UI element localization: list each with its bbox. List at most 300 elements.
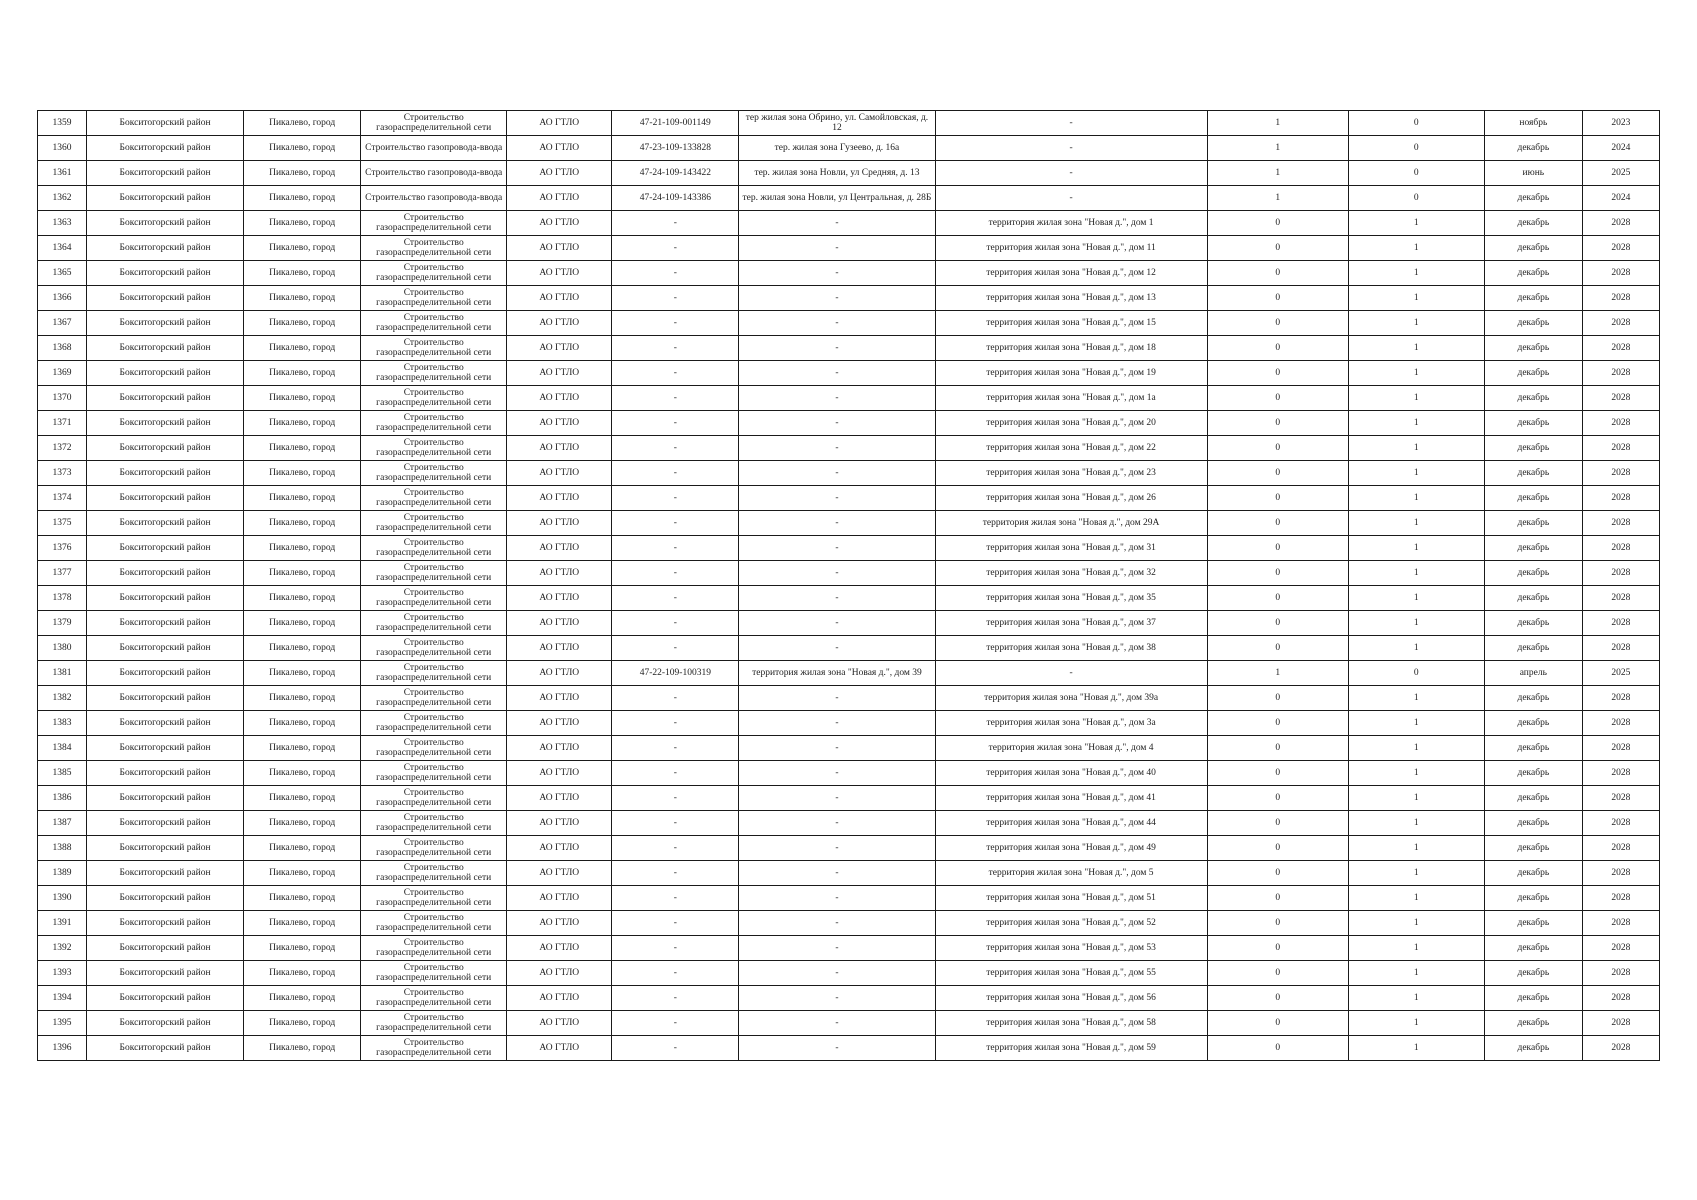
document-sheet: [37, 110, 1660, 1061]
settlement-cell: Пикалево, город: [244, 311, 361, 336]
table-row: [38, 986, 1660, 1011]
work-type-cell: Строительство газораспределительной сети: [361, 686, 507, 711]
count-b-cell: 1: [1348, 911, 1484, 936]
table-row: [38, 411, 1660, 436]
table-row: [38, 836, 1660, 861]
month-cell: апрель: [1484, 661, 1582, 686]
year-cell: 2028: [1582, 486, 1659, 511]
month-cell: декабрь: [1484, 611, 1582, 636]
count-b-cell: 1: [1348, 936, 1484, 961]
cadastral-number-cell: -: [612, 1011, 739, 1036]
row-number-cell: 1380: [38, 636, 87, 661]
count-a-cell: 0: [1207, 836, 1348, 861]
address-cell: -: [739, 611, 935, 636]
work-type-cell: Строительство газораспределительной сети: [361, 536, 507, 561]
month-cell: декабрь: [1484, 211, 1582, 236]
settlement-cell: Пикалево, город: [244, 986, 361, 1011]
address-cell: -: [739, 586, 935, 611]
organization-cell: АО ГТЛО: [507, 586, 612, 611]
row-number-cell: 1362: [38, 186, 87, 211]
work-type-cell: Строительство газопровода-ввода: [361, 136, 507, 161]
cadastral-number-cell: -: [612, 711, 739, 736]
district-cell: Бокситогорский район: [87, 211, 244, 236]
settlement-cell: Пикалево, город: [244, 186, 361, 211]
district-cell: Бокситогорский район: [87, 461, 244, 486]
organization-cell: АО ГТЛО: [507, 411, 612, 436]
district-cell: Бокситогорский район: [87, 611, 244, 636]
year-cell: 2028: [1582, 736, 1659, 761]
settlement-cell: Пикалево, город: [244, 211, 361, 236]
table-row: [38, 561, 1660, 586]
organization-cell: АО ГТЛО: [507, 886, 612, 911]
organization-cell: АО ГТЛО: [507, 786, 612, 811]
organization-cell: АО ГТЛО: [507, 911, 612, 936]
address-cell: тер. жилая зона Гузеево, д. 16а: [739, 136, 935, 161]
district-cell: Бокситогорский район: [87, 786, 244, 811]
address-cell: -: [739, 961, 935, 986]
cadastral-number-cell: 47-22-109-100319: [612, 661, 739, 686]
year-cell: 2024: [1582, 186, 1659, 211]
planned-address-cell: -: [935, 161, 1207, 186]
cadastral-number-cell: 47-24-109-143386: [612, 186, 739, 211]
count-b-cell: 1: [1348, 361, 1484, 386]
month-cell: декабрь: [1484, 511, 1582, 536]
settlement-cell: Пикалево, город: [244, 786, 361, 811]
planned-address-cell: территория жилая зона "Новая д.", дом 56: [935, 986, 1207, 1011]
district-cell: Бокситогорский район: [87, 336, 244, 361]
row-number-cell: 1386: [38, 786, 87, 811]
planned-address-cell: -: [935, 136, 1207, 161]
row-number-cell: 1375: [38, 511, 87, 536]
work-type-cell: Строительство газораспределительной сети: [361, 886, 507, 911]
year-cell: 2028: [1582, 211, 1659, 236]
table-row: [38, 936, 1660, 961]
cadastral-number-cell: -: [612, 561, 739, 586]
row-number-cell: 1371: [38, 411, 87, 436]
district-cell: Бокситогорский район: [87, 261, 244, 286]
address-cell: -: [739, 461, 935, 486]
settlement-cell: Пикалево, город: [244, 336, 361, 361]
month-cell: декабрь: [1484, 136, 1582, 161]
row-number-cell: 1378: [38, 586, 87, 611]
cadastral-number-cell: 47-23-109-133828: [612, 136, 739, 161]
cadastral-number-cell: -: [612, 586, 739, 611]
table-row: [38, 236, 1660, 261]
month-cell: декабрь: [1484, 786, 1582, 811]
table-row: [38, 761, 1660, 786]
count-a-cell: 0: [1207, 386, 1348, 411]
month-cell: ноябрь: [1484, 111, 1582, 136]
work-type-cell: Строительство газораспределительной сети: [361, 361, 507, 386]
row-number-cell: 1377: [38, 561, 87, 586]
settlement-cell: Пикалево, город: [244, 436, 361, 461]
count-a-cell: 0: [1207, 436, 1348, 461]
address-cell: -: [739, 211, 935, 236]
year-cell: 2028: [1582, 586, 1659, 611]
month-cell: декабрь: [1484, 636, 1582, 661]
count-b-cell: 1: [1348, 636, 1484, 661]
count-b-cell: 1: [1348, 711, 1484, 736]
month-cell: декабрь: [1484, 936, 1582, 961]
month-cell: декабрь: [1484, 461, 1582, 486]
organization-cell: АО ГТЛО: [507, 111, 612, 136]
work-type-cell: Строительство газораспределительной сети: [361, 461, 507, 486]
count-a-cell: 0: [1207, 736, 1348, 761]
work-type-cell: Строительство газораспределительной сети: [361, 386, 507, 411]
table-row: [38, 961, 1660, 986]
cadastral-number-cell: -: [612, 261, 739, 286]
cadastral-number-cell: -: [612, 361, 739, 386]
year-cell: 2024: [1582, 136, 1659, 161]
count-b-cell: 1: [1348, 486, 1484, 511]
row-number-cell: 1394: [38, 986, 87, 1011]
organization-cell: АО ГТЛО: [507, 136, 612, 161]
table-row: [38, 211, 1660, 236]
settlement-cell: Пикалево, город: [244, 586, 361, 611]
address-cell: -: [739, 561, 935, 586]
settlement-cell: Пикалево, город: [244, 711, 361, 736]
count-b-cell: 1: [1348, 861, 1484, 886]
year-cell: 2025: [1582, 661, 1659, 686]
year-cell: 2028: [1582, 636, 1659, 661]
planned-address-cell: территория жилая зона "Новая д.", дом 39а: [935, 686, 1207, 711]
district-cell: Бокситогорский район: [87, 986, 244, 1011]
work-type-cell: Строительство газораспределительной сети: [361, 436, 507, 461]
year-cell: 2028: [1582, 436, 1659, 461]
year-cell: 2028: [1582, 536, 1659, 561]
month-cell: декабрь: [1484, 236, 1582, 261]
count-a-cell: 0: [1207, 611, 1348, 636]
row-number-cell: 1379: [38, 611, 87, 636]
table-row: [38, 586, 1660, 611]
year-cell: 2028: [1582, 711, 1659, 736]
count-b-cell: 0: [1348, 661, 1484, 686]
district-cell: Бокситогорский район: [87, 411, 244, 436]
year-cell: 2028: [1582, 1036, 1659, 1061]
year-cell: 2028: [1582, 511, 1659, 536]
row-number-cell: 1396: [38, 1036, 87, 1061]
count-b-cell: 1: [1348, 586, 1484, 611]
district-cell: Бокситогорский район: [87, 861, 244, 886]
work-type-cell: Строительство газораспределительной сети: [361, 486, 507, 511]
cadastral-number-cell: -: [612, 1036, 739, 1061]
planned-address-cell: территория жилая зона "Новая д.", дом 35: [935, 586, 1207, 611]
work-type-cell: Строительство газораспределительной сети: [361, 961, 507, 986]
address-cell: -: [739, 936, 935, 961]
cadastral-number-cell: -: [612, 936, 739, 961]
year-cell: 2028: [1582, 236, 1659, 261]
planned-address-cell: территория жилая зона "Новая д.", дом 29А: [935, 511, 1207, 536]
row-number-cell: 1387: [38, 811, 87, 836]
row-number-cell: 1385: [38, 761, 87, 786]
count-b-cell: 1: [1348, 386, 1484, 411]
table-row: [38, 111, 1660, 136]
table-row: [38, 911, 1660, 936]
district-cell: Бокситогорский район: [87, 711, 244, 736]
work-type-cell: Строительство газораспределительной сети: [361, 511, 507, 536]
month-cell: декабрь: [1484, 711, 1582, 736]
row-number-cell: 1392: [38, 936, 87, 961]
row-number-cell: 1363: [38, 211, 87, 236]
settlement-cell: Пикалево, город: [244, 236, 361, 261]
organization-cell: АО ГТЛО: [507, 161, 612, 186]
district-cell: Бокситогорский район: [87, 886, 244, 911]
month-cell: декабрь: [1484, 436, 1582, 461]
cadastral-number-cell: 47-24-109-143422: [612, 161, 739, 186]
organization-cell: АО ГТЛО: [507, 511, 612, 536]
month-cell: декабрь: [1484, 286, 1582, 311]
district-cell: Бокситогорский район: [87, 961, 244, 986]
settlement-cell: Пикалево, город: [244, 961, 361, 986]
planned-address-cell: территория жилая зона "Новая д.", дом 44: [935, 811, 1207, 836]
cadastral-number-cell: -: [612, 536, 739, 561]
planned-address-cell: территория жилая зона "Новая д.", дом 1а: [935, 386, 1207, 411]
cadastral-number-cell: -: [612, 311, 739, 336]
district-cell: Бокситогорский район: [87, 436, 244, 461]
work-type-cell: Строительство газораспределительной сети: [361, 311, 507, 336]
year-cell: 2028: [1582, 961, 1659, 986]
cadastral-number-cell: -: [612, 786, 739, 811]
cadastral-number-cell: -: [612, 236, 739, 261]
address-cell: тер. жилая зона Новли, ул Средняя, д. 13: [739, 161, 935, 186]
organization-cell: АО ГТЛО: [507, 811, 612, 836]
cadastral-number-cell: -: [612, 461, 739, 486]
district-cell: Бокситогорский район: [87, 911, 244, 936]
data-table: [37, 110, 1660, 1061]
count-a-cell: 0: [1207, 636, 1348, 661]
table-row: [38, 161, 1660, 186]
count-b-cell: 1: [1348, 1036, 1484, 1061]
address-cell: -: [739, 386, 935, 411]
settlement-cell: Пикалево, город: [244, 1011, 361, 1036]
planned-address-cell: территория жилая зона "Новая д.", дом 59: [935, 1036, 1207, 1061]
count-b-cell: 0: [1348, 136, 1484, 161]
organization-cell: АО ГТЛО: [507, 761, 612, 786]
row-number-cell: 1368: [38, 336, 87, 361]
table-row: [38, 186, 1660, 211]
row-number-cell: 1383: [38, 711, 87, 736]
month-cell: декабрь: [1484, 336, 1582, 361]
table-row: [38, 636, 1660, 661]
address-cell: -: [739, 411, 935, 436]
planned-address-cell: территория жилая зона "Новая д.", дом 37: [935, 611, 1207, 636]
year-cell: 2023: [1582, 111, 1659, 136]
work-type-cell: Строительство газораспределительной сети: [361, 986, 507, 1011]
count-b-cell: 1: [1348, 686, 1484, 711]
month-cell: декабрь: [1484, 486, 1582, 511]
year-cell: 2028: [1582, 761, 1659, 786]
address-cell: -: [739, 361, 935, 386]
month-cell: декабрь: [1484, 886, 1582, 911]
organization-cell: АО ГТЛО: [507, 986, 612, 1011]
work-type-cell: Строительство газораспределительной сети: [361, 586, 507, 611]
planned-address-cell: -: [935, 186, 1207, 211]
address-cell: -: [739, 861, 935, 886]
organization-cell: АО ГТЛО: [507, 711, 612, 736]
month-cell: декабрь: [1484, 911, 1582, 936]
row-number-cell: 1376: [38, 536, 87, 561]
table-row: [38, 1036, 1660, 1061]
row-number-cell: 1361: [38, 161, 87, 186]
planned-address-cell: территория жилая зона "Новая д.", дом 3а: [935, 711, 1207, 736]
organization-cell: АО ГТЛО: [507, 486, 612, 511]
count-a-cell: 0: [1207, 286, 1348, 311]
settlement-cell: Пикалево, город: [244, 461, 361, 486]
count-a-cell: 1: [1207, 661, 1348, 686]
count-a-cell: 0: [1207, 936, 1348, 961]
row-number-cell: 1359: [38, 111, 87, 136]
organization-cell: АО ГТЛО: [507, 436, 612, 461]
planned-address-cell: территория жилая зона "Новая д.", дом 5: [935, 861, 1207, 886]
count-a-cell: 0: [1207, 511, 1348, 536]
cadastral-number-cell: -: [612, 511, 739, 536]
count-b-cell: 1: [1348, 286, 1484, 311]
address-cell: -: [739, 536, 935, 561]
month-cell: декабрь: [1484, 1036, 1582, 1061]
table-row: [38, 436, 1660, 461]
district-cell: Бокситогорский район: [87, 561, 244, 586]
planned-address-cell: территория жилая зона "Новая д.", дом 53: [935, 936, 1207, 961]
year-cell: 2028: [1582, 336, 1659, 361]
address-cell: -: [739, 636, 935, 661]
row-number-cell: 1393: [38, 961, 87, 986]
count-b-cell: 1: [1348, 961, 1484, 986]
work-type-cell: Строительство газораспределительной сети: [361, 761, 507, 786]
planned-address-cell: территория жилая зона "Новая д.", дом 12: [935, 261, 1207, 286]
table-row: [38, 136, 1660, 161]
count-b-cell: 0: [1348, 161, 1484, 186]
row-number-cell: 1373: [38, 461, 87, 486]
cadastral-number-cell: 47-21-109-001149: [612, 111, 739, 136]
work-type-cell: Строительство газораспределительной сети: [361, 111, 507, 136]
count-a-cell: 0: [1207, 786, 1348, 811]
month-cell: декабрь: [1484, 986, 1582, 1011]
table-row: [38, 711, 1660, 736]
cadastral-number-cell: -: [612, 636, 739, 661]
organization-cell: АО ГТЛО: [507, 361, 612, 386]
year-cell: 2028: [1582, 686, 1659, 711]
district-cell: Бокситогорский район: [87, 811, 244, 836]
settlement-cell: Пикалево, город: [244, 486, 361, 511]
address-cell: -: [739, 736, 935, 761]
organization-cell: АО ГТЛО: [507, 536, 612, 561]
month-cell: декабрь: [1484, 536, 1582, 561]
work-type-cell: Строительство газораспределительной сети: [361, 786, 507, 811]
settlement-cell: Пикалево, город: [244, 661, 361, 686]
row-number-cell: 1381: [38, 661, 87, 686]
count-a-cell: 0: [1207, 311, 1348, 336]
settlement-cell: Пикалево, город: [244, 161, 361, 186]
row-number-cell: 1369: [38, 361, 87, 386]
year-cell: 2028: [1582, 561, 1659, 586]
count-a-cell: 1: [1207, 111, 1348, 136]
year-cell: 2025: [1582, 161, 1659, 186]
count-b-cell: 1: [1348, 836, 1484, 861]
month-cell: декабрь: [1484, 386, 1582, 411]
planned-address-cell: территория жилая зона "Новая д.", дом 4: [935, 736, 1207, 761]
count-b-cell: 1: [1348, 811, 1484, 836]
row-number-cell: 1382: [38, 686, 87, 711]
work-type-cell: Строительство газораспределительной сети: [361, 736, 507, 761]
planned-address-cell: территория жилая зона "Новая д.", дом 19: [935, 361, 1207, 386]
organization-cell: АО ГТЛО: [507, 561, 612, 586]
settlement-cell: Пикалево, город: [244, 536, 361, 561]
count-a-cell: 0: [1207, 686, 1348, 711]
table-row: [38, 461, 1660, 486]
cadastral-number-cell: -: [612, 961, 739, 986]
count-b-cell: 1: [1348, 536, 1484, 561]
work-type-cell: Строительство газораспределительной сети: [361, 411, 507, 436]
settlement-cell: Пикалево, город: [244, 611, 361, 636]
organization-cell: АО ГТЛО: [507, 286, 612, 311]
work-type-cell: Строительство газопровода-ввода: [361, 186, 507, 211]
count-b-cell: 1: [1348, 611, 1484, 636]
year-cell: 2028: [1582, 911, 1659, 936]
work-type-cell: Строительство газораспределительной сети: [361, 611, 507, 636]
work-type-cell: Строительство газораспределительной сети: [361, 261, 507, 286]
year-cell: 2028: [1582, 861, 1659, 886]
work-type-cell: Строительство газораспределительной сети: [361, 286, 507, 311]
count-a-cell: 0: [1207, 561, 1348, 586]
year-cell: 2028: [1582, 261, 1659, 286]
settlement-cell: Пикалево, город: [244, 736, 361, 761]
month-cell: декабрь: [1484, 836, 1582, 861]
year-cell: 2028: [1582, 311, 1659, 336]
cadastral-number-cell: -: [612, 436, 739, 461]
organization-cell: АО ГТЛО: [507, 186, 612, 211]
work-type-cell: Строительство газораспределительной сети: [361, 811, 507, 836]
planned-address-cell: территория жилая зона "Новая д.", дом 31: [935, 536, 1207, 561]
address-cell: -: [739, 811, 935, 836]
settlement-cell: Пикалево, город: [244, 111, 361, 136]
month-cell: декабрь: [1484, 261, 1582, 286]
organization-cell: АО ГТЛО: [507, 386, 612, 411]
work-type-cell: Строительство газораспределительной сети: [361, 911, 507, 936]
district-cell: Бокситогорский район: [87, 936, 244, 961]
row-number-cell: 1374: [38, 486, 87, 511]
count-a-cell: 1: [1207, 186, 1348, 211]
address-cell: -: [739, 786, 935, 811]
work-type-cell: Строительство газораспределительной сети: [361, 936, 507, 961]
row-number-cell: 1360: [38, 136, 87, 161]
count-a-cell: 0: [1207, 711, 1348, 736]
table-row: [38, 261, 1660, 286]
count-a-cell: 0: [1207, 1036, 1348, 1061]
settlement-cell: Пикалево, город: [244, 836, 361, 861]
month-cell: декабрь: [1484, 736, 1582, 761]
address-cell: -: [739, 261, 935, 286]
row-number-cell: 1370: [38, 386, 87, 411]
month-cell: декабрь: [1484, 361, 1582, 386]
organization-cell: АО ГТЛО: [507, 686, 612, 711]
count-b-cell: 1: [1348, 461, 1484, 486]
cadastral-number-cell: -: [612, 411, 739, 436]
count-a-cell: 0: [1207, 336, 1348, 361]
year-cell: 2028: [1582, 886, 1659, 911]
table-row: [38, 511, 1660, 536]
planned-address-cell: территория жилая зона "Новая д.", дом 41: [935, 786, 1207, 811]
district-cell: Бокситогорский район: [87, 486, 244, 511]
settlement-cell: Пикалево, город: [244, 861, 361, 886]
cadastral-number-cell: -: [612, 286, 739, 311]
planned-address-cell: территория жилая зона "Новая д.", дом 55: [935, 961, 1207, 986]
count-a-cell: 0: [1207, 986, 1348, 1011]
count-a-cell: 0: [1207, 261, 1348, 286]
count-b-cell: 0: [1348, 186, 1484, 211]
year-cell: 2028: [1582, 411, 1659, 436]
cadastral-number-cell: -: [612, 611, 739, 636]
count-b-cell: 1: [1348, 761, 1484, 786]
